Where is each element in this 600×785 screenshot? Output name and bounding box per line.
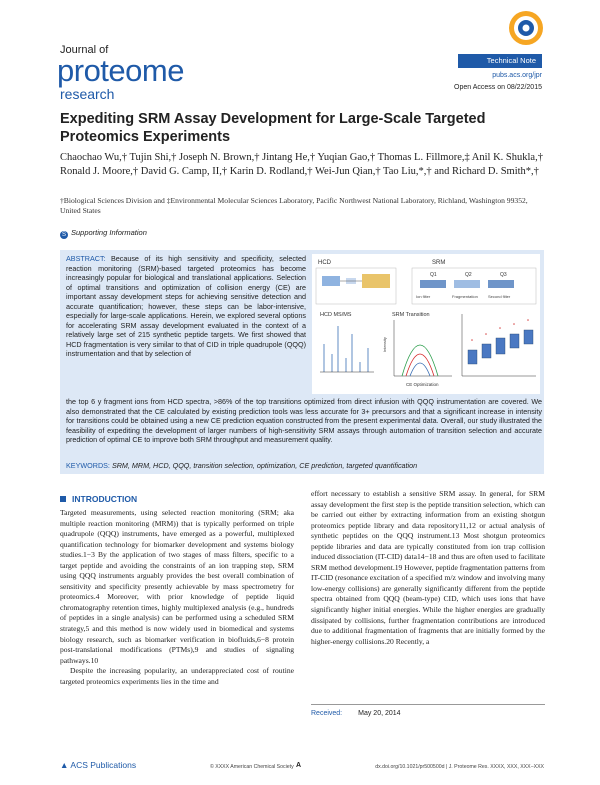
author-list: Chaochao Wu,† Tujin Shi,† Joseph N. Brown,† Jintang He,† Yuqian Gao,† Thomas L. Fillmore,‡ Anil K. Shukla,† Ronald J. Moore,† David G. Camp, II,† Karin D. Rodland,† Wei-Jun Qian,† Tao Liu,*,† and Richard D. Smith*,† [60,152,543,177]
acs-open-access-badge-icon [508,10,544,46]
info-icon: S [61,232,66,238]
supporting-information-label: Supporting Information [71,228,147,237]
toc-ion-filter-label: Ion filter [416,294,431,299]
acs-logo-icon: ▲ [60,760,69,770]
journal-subtitle: research [60,86,115,102]
article-type-badge: Technical Note [458,54,542,68]
acs-publications-label: ACS Publications [70,760,137,770]
journal-of-label: Journal of [60,44,109,56]
keywords-label: KEYWORDS: [66,461,110,470]
intro-paragraph-2: Despite the increasing popularity, an underappreciated cost of routine targeted proteomics experiments lies in the time and [60,666,294,686]
intro-paragraph-3: effort necessary to establish a sensitive SRM assay. In general, for SRM assay development the first step is the peptide transition selection, which can be carried out either by extracting information from an existing shotgun proteomics peptide library and data repository11,12 or actual analysis of synthetic peptides on the QQQ instrument.13 Most shotgun proteomics peptide libraries and data are typically constituted from ion trap collision induced dissociation (IT-CID) data14−18 and thus are often used to facilitate SRM method development.19 However, peptide fragmentation patterns from IT-CID (resonance excitation of a specified m/z window and involving many low-energy collisions) are generally significantly different from the peptide spectra obtained from QQQ (beam-type) CID, which uses ions that have significantly higher initial energies. While the higher energies are gradually dissipated by collisions, further fragmentation contributions are introduced due to additional fragmentation of fragments that are initially formed by the higher-energy collisions.20 Recently, a [311,489,545,646]
toc-second-filter-label: Second filter [488,294,511,299]
affiliation: †Biological Sciences Division and ‡Environmental Molecular Sciences Laboratory, Pacific Northwest National Laboratory, Richland, Washington 99352, United States [60,196,528,215]
introduction-heading-text: INTRODUCTION [72,494,138,504]
toc-msms-label: HCD MS/MS [320,312,352,318]
toc-ce-label: CE Optimization [406,382,439,387]
toc-q3-label: Q3 [500,272,507,278]
journal-site-link[interactable]: pubs.acs.org/jpr [492,72,542,79]
open-access-date: Open Access on 08/22/2015 [454,84,542,91]
received-label: Received: [311,710,343,717]
section-square-icon [60,496,66,502]
toc-q2-label: Q2 [465,272,472,278]
toc-hcd-label: HCD [318,260,331,266]
received-value: May 20, 2014 [358,710,401,717]
toc-fragmentation-label: Fragmentation [452,294,478,299]
intro-paragraph-1: Targeted measurements, using selected reaction monitoring (SRM; aka multiple reaction monitoring (MRM)) that is typically performed on triple quadrupole (QQQ) instruments, have emerged as a powerful, multiplexed quantification technology for biomarker development and systems biology studies.1−3 By the application of two stages of mass filters, specific to a target peptide and avoiding the constraints of an ion trapping step, SRM using QQQ instruments arguably provides the best overall combination of sensitivity and specificity presently achievable by mass spectrometry for proteomics.4 Moreover, with prior knowledge of peptide liquid chromatography retention times, highly multiplexed analysis (e.g., hundreds of peptides in a single analysis) can be performed using a scheduled SRM strategy,5 and this method is now widely used in biomedical and systems biology research, such as biomarker verification in biofluids,6−8 protein post-translational modifications (PTMs),9 and studies of signaling pathways.10 [60,508,294,665]
introduction-heading [60,494,137,504]
toc-intensity-axis: Intensity [382,337,387,352]
abstract-body-1: Because of its high sensitivity and specificity, selected reaction monitoring (SRM)-based targeted proteomics has become increasingly popular for biological and translational applications. Selection of optimal transitions and optimization of collision energy (CE) are important assay development steps for achieving sensitive detection and accurate quantification; however, these steps can be labor-intensive, especially for large-scale applications. Herein, we explored several options for accelerating SRM assay development evaluated in the context of a relatively large set of 215 synthetic peptide targets. We first showed that HCD fragmentation is very similar to that of CID in triple quadrupole (QQQ) instrumentation and that by selection of [66,254,306,358]
toc-srm-label: SRM [432,260,446,266]
acs-publications-logo [60,760,136,770]
abstract-text-wide: the top 6 y fragment ions from HCD spectra, >86% of the top transitions optimized from direct infusion with QQQ instrumentation are covered. We also demonstrated that the CE calculated by existing prediction tools was less accurate for 3+ precursors and that a significant increase in intensity for transitions could be obtained using a new CE prediction equation constructed from the present experimental data. Overall, our study illustrated the feasibility of expediting the development of larger numbers of high-sensitivity SRM assays through automation of transition selection and accurate prediction of optimal CE to improve both SRM throughput and measurement quality. [66,397,542,444]
toc-transition-label: SRM Transition [392,312,430,318]
keywords-list: SRM, MRM, HCD, QQQ, transition selection, optimization, CE prediction, targeted quantification [111,461,418,470]
abstract-text-narrow [66,254,306,359]
intro-left-column [60,508,294,687]
abstract-label: ABSTRACT: [66,254,106,263]
intro-right-column [311,489,545,647]
received-date [311,704,545,717]
article-title: Expediting SRM Assay Development for Large-Scale Targeted Proteomics Experiments [60,111,486,145]
keywords [66,461,542,471]
toc-graphic [312,254,540,394]
toc-q1-label: Q1 [430,272,437,278]
doi-link[interactable]: dx.doi.org/10.1021/pr500500d | J. Proteome Res. XXXX, XXX, XXX−XXX [375,764,544,770]
copyright: © XXXX American Chemical Society [210,764,294,770]
journal-name: proteome [57,53,184,88]
supporting-information-link[interactable] [60,228,147,239]
page-number: A [296,762,302,769]
